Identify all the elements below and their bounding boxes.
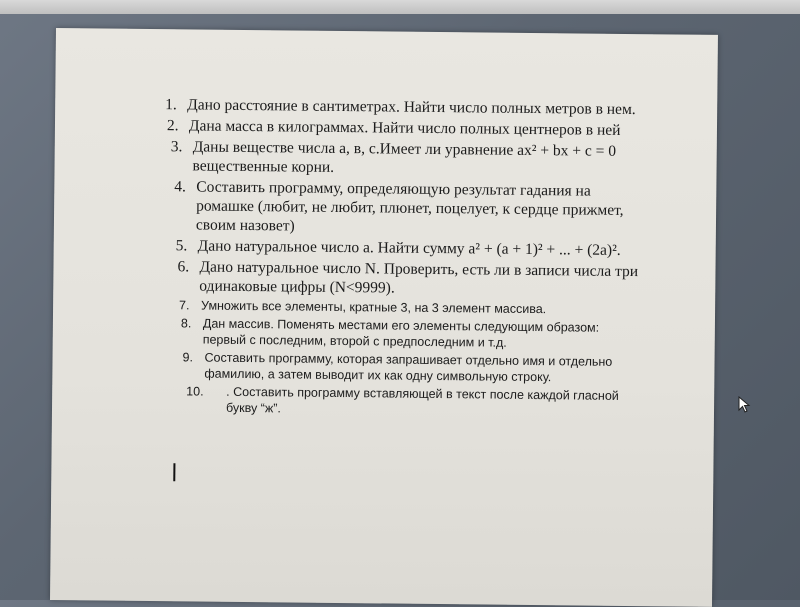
item-number: 3. — [170, 138, 183, 156]
list-item — [182, 349, 642, 386]
document-page[interactable] — [50, 28, 718, 607]
list-item — [174, 177, 645, 239]
list-item — [165, 95, 645, 119]
list-item — [179, 297, 643, 318]
text-caret — [173, 463, 175, 481]
window-top-bar — [0, 0, 800, 14]
item-number: 1. — [165, 96, 177, 114]
item-text: Составить программу, которая запрашивает отдельно имя и отдельно фамилию, а затем выводит их как одну символьную строку. — [204, 350, 613, 385]
item-text: Дано натуральное число N. Проверить, есть ли в записи числа три одинаковые цифры (N<9999). — [199, 258, 639, 297]
item-text: Дана масса в килограммах. Найти число полных центнеров в ней — [188, 117, 621, 139]
item-number: 7. — [179, 298, 190, 313]
item-number: 5. — [175, 237, 188, 255]
list-item — [177, 257, 643, 300]
item-number: 2. — [166, 117, 179, 135]
item-text: Даны веществе числа а, в, с.Имеет ли уравнение ax² + bx + c = 0 вещественные корни. — [192, 138, 617, 176]
item-number: 10. — [186, 384, 204, 399]
mouse-pointer-icon — [738, 396, 752, 414]
item-number: 4. — [174, 178, 187, 196]
item-text: Составить программу, определяющую результат гадания на ромашке (любит, не любит, плюнет, поцелует, к сердце прижмет, своим назовет) — [195, 178, 624, 235]
item-text: Дан массив. Поменять местами его элементы следующим образом: первый с последним, второй с предпоследним и т.д. — [202, 316, 600, 350]
list-item — [181, 315, 643, 352]
item-number: 9. — [182, 350, 194, 365]
list-item — [186, 383, 642, 420]
list-item — [170, 137, 644, 180]
task-list — [162, 95, 645, 422]
item-number: 6. — [177, 258, 190, 276]
list-item — [176, 236, 644, 260]
item-text: Дано натуральное число a. Найти сумму a² + (a + 1)² + ... + (2a)². — [197, 237, 621, 259]
item-text: Дано расстояние в сантиметрах. Найти число полных метров в нем. — [187, 96, 636, 119]
item-number: 8. — [180, 316, 192, 331]
item-text: . Составить программу вставляющей в текст после каждой гласной букву “ж”. — [225, 384, 619, 416]
list-item — [167, 116, 645, 140]
item-text: Умножить все элементы, кратные 3, на 3 элемент массива. — [201, 298, 547, 317]
